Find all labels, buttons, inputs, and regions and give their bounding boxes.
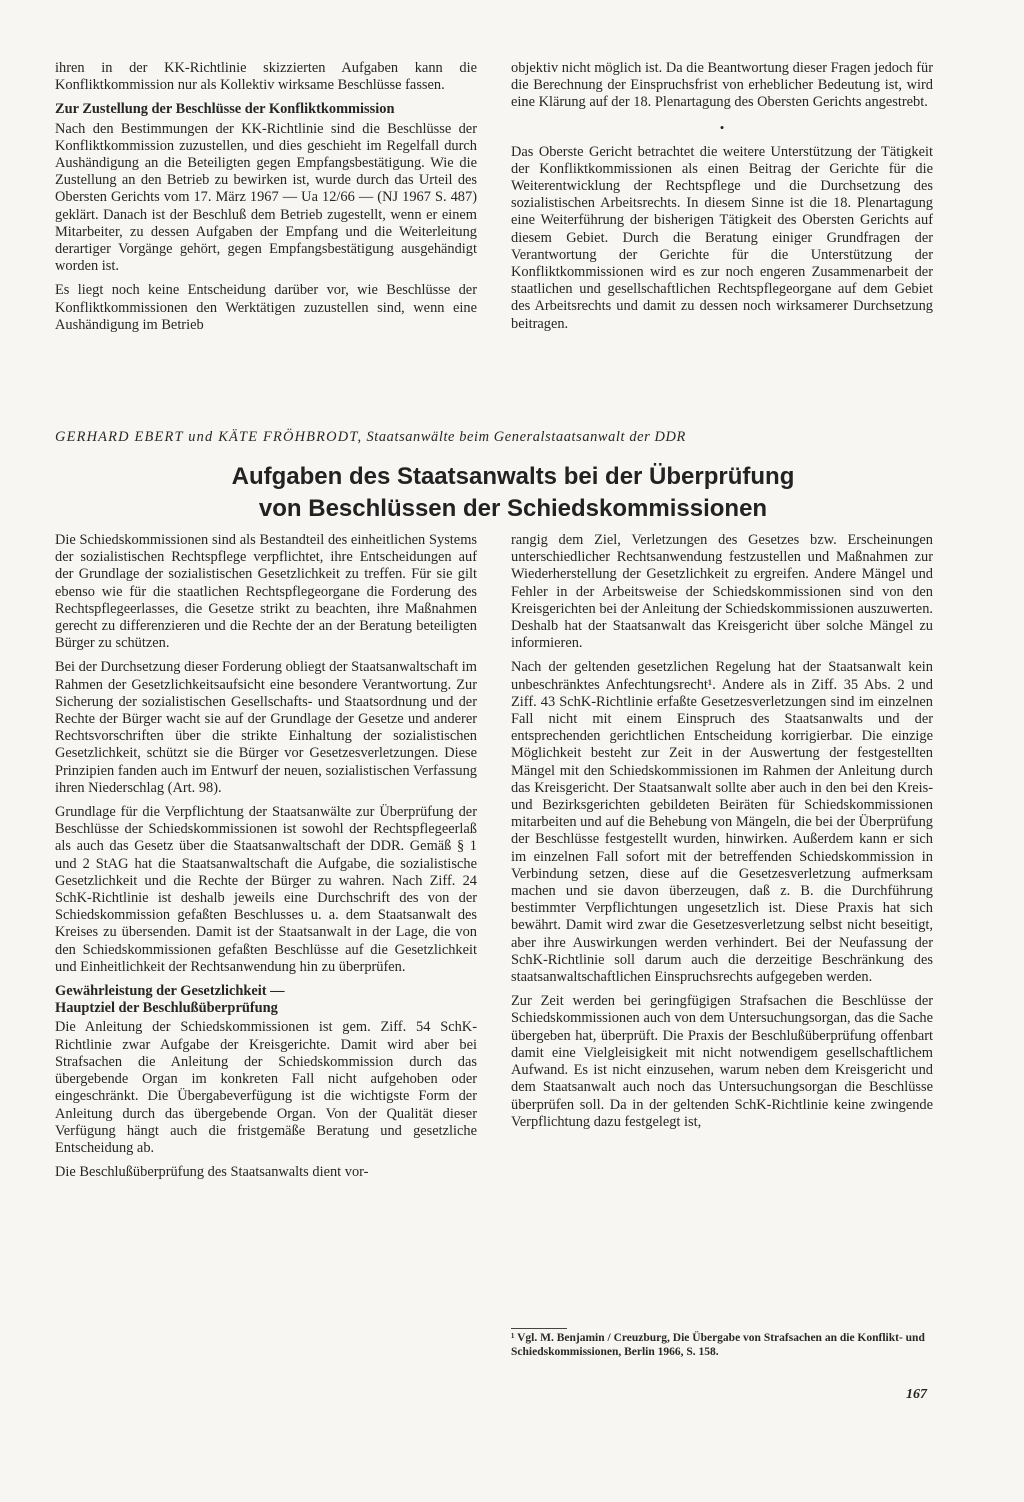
footnote: ¹ Vgl. M. Benjamin / Creuzburg, Die Übergabe von Strafsachen an die Konflikt- und Schiedskommissionen, Berlin 1966, S. 158. (511, 1332, 925, 1358)
section-heading (55, 983, 477, 1017)
paragraph: ihren in der KK-Richtlinie skizzierten Aufgaben kann die Konfliktkommission nur als Kollektiv wirksame Beschlüsse fassen. (55, 60, 477, 94)
paragraph: Nach der geltenden gesetzlichen Regelung hat der Staatsanwalt kein unbeschränktes Anfechtungsrecht¹. Andere als in Ziff. 35 Abs. 2 und Ziff. 43 SchK-Richtlinie erfaßte Gesetzesverletzungen sind im einzelnen Fall nicht mit einem Einspruch des Staatsanwalts und der entsprechenden gerichtlichen Entscheidung korrigierbar. Die einzige Möglichkeit besteht zur Zeit in der Auswertung der festgestellten Mängel mit den Schiedskommissionen im Rahmen der Anleitung durch das Kreisgericht. Der Staatsanwalt sollte aber auch in den bei den Kreis- und Bezirksgerichten gebildeten Beiräten für Schiedskommissionen mitarbeiten und auf die Behebung von Mängeln, die bei der Überprüfung der Beschlüsse festgestellt wurden, hinwirken. Außerdem kann er sich im einzelnen Fall sofort mit der betreffenden Schiedskommission in Verbindung setzen, diese auf die Gesetzesverletzung aufmerksam machen und sie davon überzeugen, daß z. B. die Durchführung bestimmter Verpflichtungen ungesetzlich ist. Diese Praxis hat sich bewährt. Damit wird zwar die Gesetzesverletzung selbst nicht beseitigt, aber ihre Auswirkungen werden verhindert. Bei der Neufassung der SchK-Richtlinie soll darum auch die derzeitige Beschränkung des staatsanwaltschaftlichen Einspruchsrechts aufgegeben werden. (511, 659, 933, 986)
top-left-column (55, 60, 477, 341)
paragraph: Es liegt noch keine Entscheidung darüber vor, wie Beschlüsse der Konfliktkommissionen den Werktätigen zuzustellen sind, wenn eine Aushändigung im Betrieb (55, 282, 477, 333)
paragraph: objektiv nicht möglich ist. Da die Beantwortung dieser Fragen jedoch für die Berechnung der Einspruchsfrist von erheblicher Bedeutung ist, wird eine Klärung auf der 18. Plenartagung des Obersten Gerichts angestrebt. (511, 60, 933, 111)
author-byline (55, 429, 985, 446)
section-heading-line: Gewährleistung der Gesetzlichkeit — (55, 983, 285, 1000)
section-separator: • (719, 119, 725, 135)
page-number: 167 (906, 1387, 927, 1402)
bottom-left-column (55, 532, 477, 1188)
section-heading-line: Hauptziel der Beschlußüberprüfung (55, 1000, 278, 1017)
paragraph: Die Beschlußüberprüfung des Staatsanwalts dient vor- (55, 1164, 369, 1181)
paragraph: Das Oberste Gericht betrachtet die weitere Unterstützung der Tätigkeit der Konfliktkommissionen als einen Beitrag der Gerichte für die Weiterentwicklung der Rechtspflege und die Durchsetzung des sozialistischen Arbeitsrechts. In diesem Sinne ist die 18. Plenartagung eine Weiterführung der bisherigen Tätigkeit des Obersten Gerichts auf diesem Gebiet. Durch die Beratung einiger Grundfragen der Verantwortung der Gerichte für die Unterstützung der Konfliktkommissionen wird es zur noch engeren Zusammenarbeit der staatlichen und gesellschaftlichen Rechtspflegeorgane auf dem Gebiet des Arbeitsrechts und damit zu dessen noch wirksamerer Durchsetzung beitragen. (511, 143, 933, 332)
section-heading: Zur Zustellung der Beschlüsse der Konfliktkommission (55, 101, 395, 118)
article-title (100, 461, 926, 525)
bottom-right-column (511, 532, 933, 1138)
article-title-line: Aufgaben des Staatsanwalts bei der Überprüfung (231, 463, 795, 490)
article-title-line: von Beschlüssen der Schiedskommissionen (258, 495, 768, 522)
author-names: GERHARD EBERT und KÄTE FRÖHBRODT, (55, 429, 363, 445)
paragraph: Bei der Durchsetzung dieser Forderung obliegt der Staatsanwaltschaft im Rahmen der Gesetzlichkeitsaufsicht eine besondere Verantwortung. Zur Sicherung der sozialistischen Gesellschafts- und Staatsordnung und der Rechte der Bürger wacht sie auf der Grundlage der Gesetze und anderer Rechtsvorschriften über die strikte Einhaltung der sozialistischen Gesetzlichkeit, schützt sie die Bürger vor Gesetzesverletzungen. Diese Prinzipien fanden auch im Entwurf der neuen, sozialistischen Verfassung ihren Niederschlag (Art. 98). (55, 659, 478, 796)
paragraph: Grundlage für die Verpflichtung der Staatsanwälte zur Überprüfung der Beschlüsse der Schiedskommissionen ist sowohl der Rechtspflegeerlaß als auch das Gesetz über die Staatsanwaltschaft der DDR. Gemäß § 1 und 2 StAG hat die Staatsanwaltschaft die Aufgabe, die sozialistische Gesetzlichkeit und die Rechte der Bürger zu wahren. Nach Ziff. 24 SchK-Richtlinie ist deshalb jeweils eine Durchschrift des von der Schiedskommission gefaßten Beschlusses u. a. dem Staatsanwalt des Kreises zu übersenden. Damit ist der Staatsanwalt in der Lage, die von den Schiedskommissionen gefaßten Beschlüsse auf die Gesetzlichkeit und Einheitlichkeit der Rechtsanwendung hin zu überprüfen. (55, 804, 477, 975)
top-right-column (511, 60, 933, 340)
paragraph: rangig dem Ziel, Verletzungen des Gesetzes bzw. Erscheinungen unterschiedlicher Rechtsanwendung festzustellen und Maßnahmen zur Wiederherstellung der Gesetzlichkeit zu ergreifen. Andere Mängel und Fehler in der Arbeitsweise der Schiedskommissionen sind von den Kreisgerichten bei der Anleitung der Schiedskommissionen auszuwerten. Deshalb hat der Staatsanwalt das Kreisgericht über solche Mängel zu informieren. (511, 532, 933, 652)
author-role: Staatsanwälte beim Generalstaatsanwalt der DDR (366, 429, 686, 445)
paragraph: Die Anleitung der Schiedskommissionen ist gem. Ziff. 54 SchK-Richtlinie zwar Aufgabe der Kreisgerichte. Damit wird aber bei Strafsachen die Anleitung der Schiedskommission durch das übergebende Organ im konkreten Fall nicht aufgehoben oder eingeschränkt. Die Übergabeverfügung ist die wichtigste Form der Anleitung durch das übergebende Organ. Von der Qualität dieser Verfügung hängt auch die fristgemäße Beratung und gesetzliche Entscheidung ab. (55, 1019, 477, 1156)
footnote-divider (511, 1328, 567, 1329)
paragraph: Zur Zeit werden bei geringfügigen Strafsachen die Beschlüsse der Schiedskommissionen auch von dem Untersuchungsorgan, das die Sache übergeben hat, überprüft. Die Praxis der Beschlußüberprüfung offenbart damit eine Vielgleisigkeit mit nicht notwendigem gesellschaftlichem Aufwand. Es ist nicht einzusehen, warum neben dem Kreisgericht und dem Staatsanwalt auch noch das Untersuchungsorgan die Beschlüsse überprüfen soll. Da in der geltenden SchK-Richtlinie keine zwingende Verpflichtung dazu festgelegt ist, (511, 993, 933, 1130)
paragraph: Nach den Bestimmungen der KK-Richtlinie sind die Beschlüsse der Konfliktkommission zuzustellen, und dies geschieht im Regelfall durch Aushändigung an die Beteiligten gegen Empfangsbestätigung. Wie die Zustellung an den Betrieb zu bewirken ist, wurde durch das Urteil des Obersten Gerichts vom 17. März 1967 — Ua 12/66 — (NJ 1967 S. 487) geklärt. Danach ist der Beschluß dem Betrieb zugestellt, wenn er einem Mitarbeiter, zu dessen Aufgaben der Empfang und die Weiterleitung derartiger Vorgänge gehört, gegen Empfangsbestätigung ausgehändigt worden ist. (55, 120, 477, 275)
paragraph: Die Schiedskommissionen sind als Bestandteil des einheitlichen Systems der sozialistischen Rechtspflege verpflichtet, ihre Entscheidungen auf der Grundlage der sozialistischen Gesetzlichkeit zu treffen. Für sie gilt ebenso wie für die staatlichen Rechtspflegeorgane die Forderung des Rechtspflegeerlasses, die Gesetze strikt zu beachten, ihre Maßnahmen gerecht zu differenzieren und die Rechte der an der Beratung beteiligten Bürger zu schützen. (55, 532, 477, 652)
